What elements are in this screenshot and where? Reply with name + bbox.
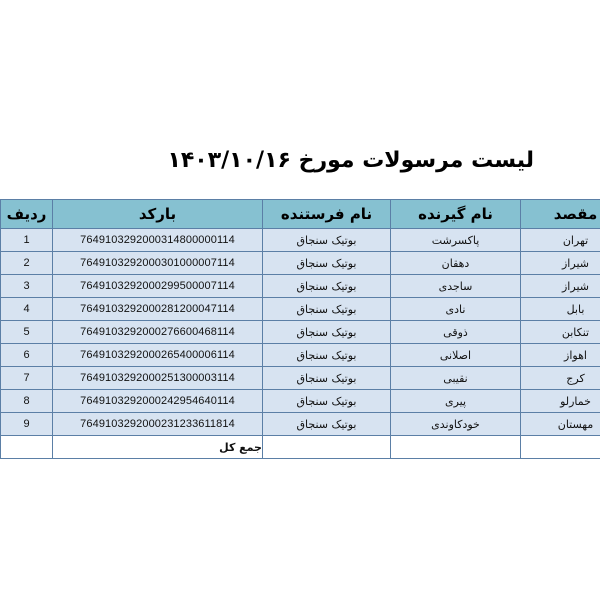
- cell-receiver: نادی: [391, 298, 521, 321]
- cell-row-number: 5: [1, 321, 53, 344]
- cell-row-number: 7: [1, 367, 53, 390]
- total-cell-sender: [263, 436, 391, 459]
- table-row: [1, 413, 600, 436]
- cell-barcode: 7649103292000301000007114: [53, 252, 263, 275]
- cell-barcode: 7649103292000276600468114: [53, 321, 263, 344]
- cell-row-number: 6: [1, 344, 53, 367]
- cell-barcode: 7649103292000242954640114: [53, 390, 263, 413]
- cell-sender: بوتیک سنجاق: [263, 229, 391, 252]
- cell-receiver: خودکاوندی: [391, 413, 521, 436]
- total-cell-receiver: [391, 436, 521, 459]
- cell-sender: بوتیک سنجاق: [263, 321, 391, 344]
- cell-barcode: 7649103292000265400006114: [53, 344, 263, 367]
- cell-receiver: نقیبی: [391, 367, 521, 390]
- shipments-table: [0, 199, 600, 459]
- total-row: [1, 436, 600, 459]
- cell-barcode: 7649103292000231233611814: [53, 413, 263, 436]
- cell-barcode: 7649103292000281200047114: [53, 298, 263, 321]
- cell-receiver: اصلانی: [391, 344, 521, 367]
- page-title: لیست مرسولات مورخ ۱۴۰۳/۱۰/۱۶: [167, 148, 534, 173]
- cell-destination: تهران: [521, 229, 600, 252]
- cell-receiver: ذوقی: [391, 321, 521, 344]
- cell-sender: بوتیک سنجاق: [263, 367, 391, 390]
- cell-receiver: ساجدی: [391, 275, 521, 298]
- cell-row-number: 2: [1, 252, 53, 275]
- cell-row-number: 8: [1, 390, 53, 413]
- table-row: [1, 367, 600, 390]
- cell-destination: شیراز: [521, 275, 600, 298]
- header-barcode: بارکد: [53, 200, 263, 229]
- table-row: [1, 344, 600, 367]
- cell-destination: بابل: [521, 298, 600, 321]
- total-cell-destination: [521, 436, 600, 459]
- cell-destination: تنکابن: [521, 321, 600, 344]
- table-row: [1, 298, 600, 321]
- table-header-row: [1, 200, 600, 229]
- cell-sender: بوتیک سنجاق: [263, 275, 391, 298]
- cell-barcode: 7649103292000299500007114: [53, 275, 263, 298]
- table-row: [1, 229, 600, 252]
- header-row: ردیف: [1, 200, 53, 229]
- table-row: [1, 390, 600, 413]
- total-label: جمع کل: [53, 436, 263, 459]
- cell-receiver: دهقان: [391, 252, 521, 275]
- cell-row-number: 3: [1, 275, 53, 298]
- cell-destination: شیراز: [521, 252, 600, 275]
- header-destination: مقصد: [521, 200, 600, 229]
- cell-barcode: 7649103292000314800000114: [53, 229, 263, 252]
- header-sender: نام فرستنده: [263, 200, 391, 229]
- cell-sender: بوتیک سنجاق: [263, 390, 391, 413]
- cell-destination: کرج: [521, 367, 600, 390]
- cell-row-number: 1: [1, 229, 53, 252]
- total-cell-row: [1, 436, 53, 459]
- table-row: [1, 252, 600, 275]
- cell-destination: اهواز: [521, 344, 600, 367]
- cell-destination: مهستان: [521, 413, 600, 436]
- table-row: [1, 321, 600, 344]
- cell-sender: بوتیک سنجاق: [263, 298, 391, 321]
- cell-destination: خمارلو: [521, 390, 600, 413]
- cell-barcode: 7649103292000251300003114: [53, 367, 263, 390]
- cell-row-number: 9: [1, 413, 53, 436]
- header-receiver: نام گیرنده: [391, 200, 521, 229]
- cell-receiver: پاکسرشت: [391, 229, 521, 252]
- cell-row-number: 4: [1, 298, 53, 321]
- cell-receiver: پیری: [391, 390, 521, 413]
- table-row: [1, 275, 600, 298]
- cell-sender: بوتیک سنجاق: [263, 252, 391, 275]
- cell-sender: بوتیک سنجاق: [263, 413, 391, 436]
- cell-sender: بوتیک سنجاق: [263, 344, 391, 367]
